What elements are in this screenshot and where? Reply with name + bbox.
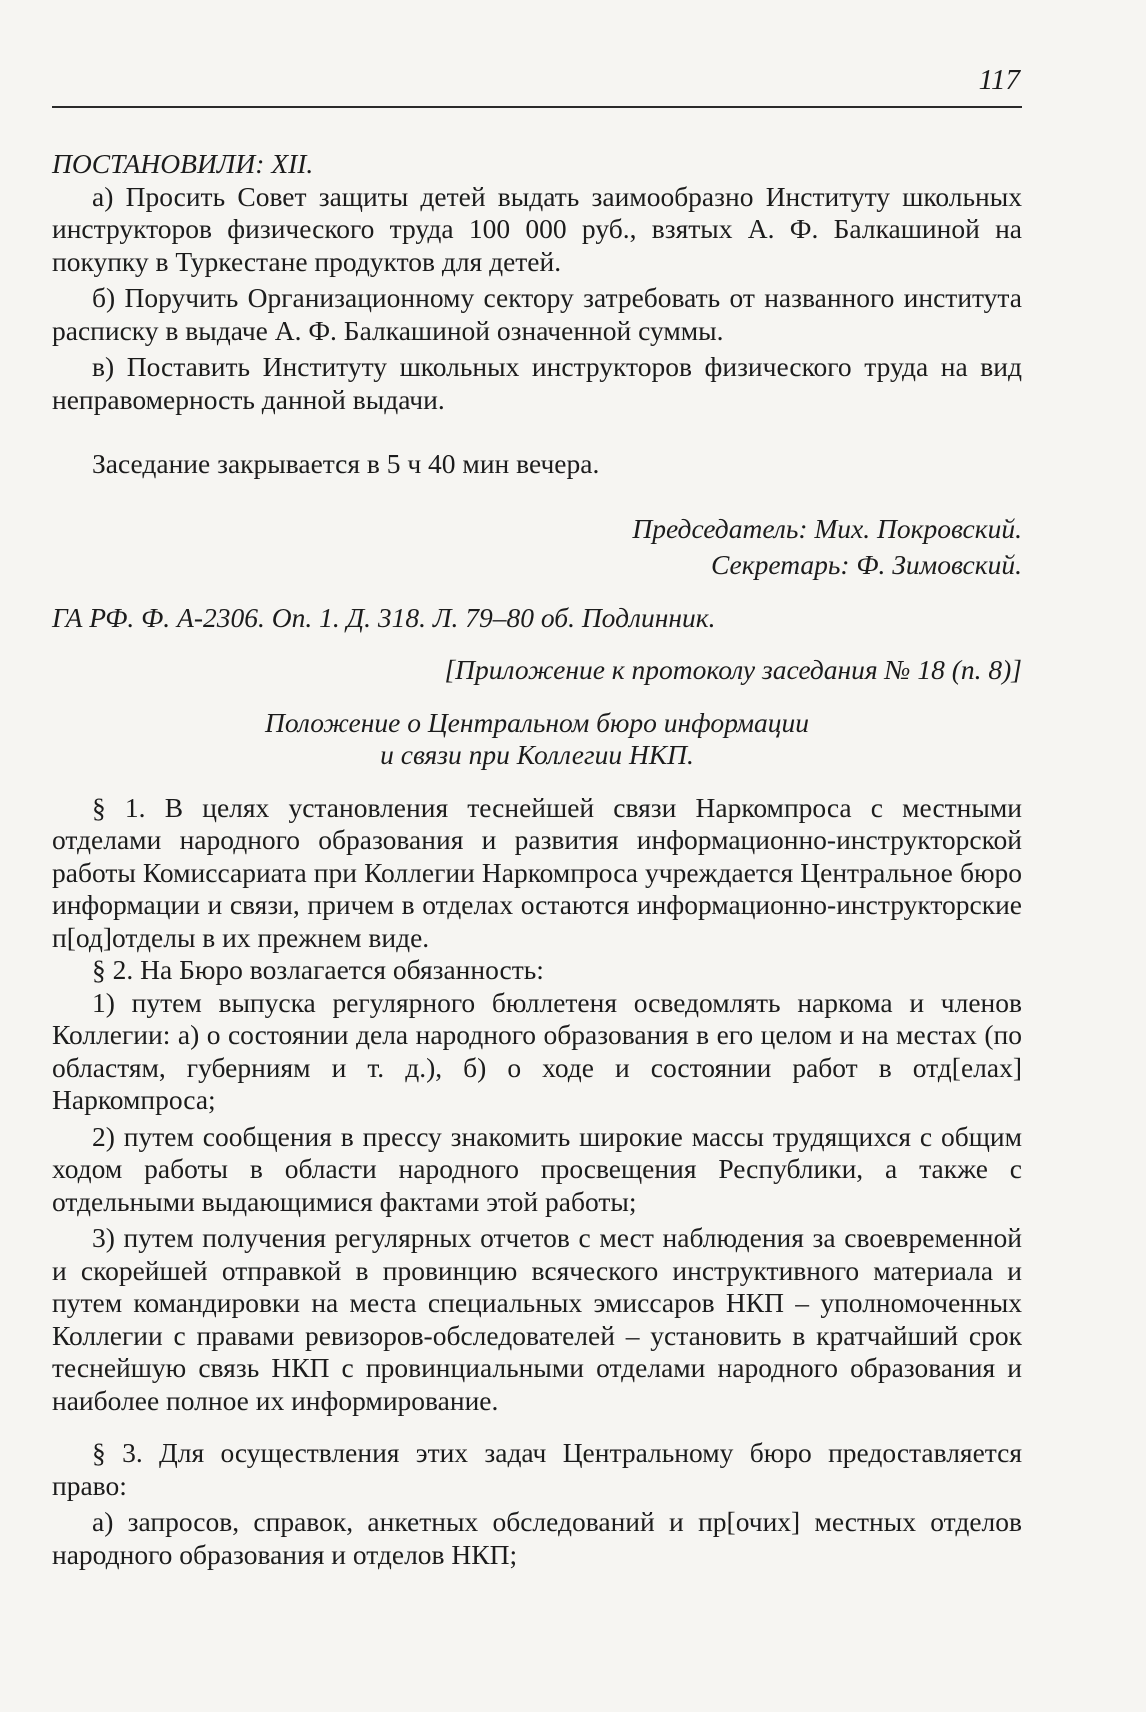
page-content	[52, 148, 1022, 1571]
secretary-signature: Секретарь: Ф. Зимовский.	[711, 549, 1022, 580]
appendix-note: [Приложение к протоколу заседания № 18 (п. 8)]	[444, 654, 1022, 685]
regulation-title-line-1: Положение о Центральном бюро информации	[264, 706, 809, 738]
archive-reference: ГА РФ. Ф. А-2306. Оп. 1. Д. 318. Л. 79–80 об. Подлинник.	[52, 601, 716, 633]
regulation-clause-1: 1) путем выпуска регулярного бюллетеня осведомлять наркома и членов Коллегии: а) о состоянии дела народного образования в его целом и на местах (по областям, губерниям и т. д.), б) о ходе и состоянии работ в отд[елах] Наркомпроса;	[52, 986, 1022, 1115]
chairman-signature: Председатель: Мих. Покровский.	[632, 512, 1022, 544]
regulation-paragraph-3: § 3. Для осуществления этих задач Центральному бюро предоставляется право:	[52, 1437, 1022, 1501]
session-closing: Заседание закрывается в 5 ч 40 мин вечера.	[92, 448, 600, 479]
regulation-clause-2: 2) путем сообщения в прессу знакомить широкие массы трудящихся с общим ходом работы в области народного просвещения Республики, а также с отдельными выдающимися фактами этой работы;	[52, 1120, 1022, 1217]
regulation-clause-a: а) запросов, справок, анкетных обследований и пр[очих] местных отделов народного образования и отделов НКП;	[52, 1506, 1022, 1570]
page-header	[52, 52, 1022, 108]
decision-item-c: в) Поставить Институту школьных инструкторов физического труда на вид неправомерность данной выдачи.	[52, 351, 1022, 415]
decision-item-a: а) Просить Совет защиты детей выдать заимообразно Институту школьных инструкторов физического труда 100 000 руб., взятых А. Ф. Балкашиной на покупку в Туркестане продуктов для детей.	[52, 180, 1022, 277]
document-page	[52, 52, 1022, 1571]
decision-title: ПОСТАНОВИЛИ: XII.	[52, 148, 314, 179]
regulation-paragraph-2: § 2. На Бюро возлагается обязанность:	[92, 954, 544, 985]
regulation-paragraph-1: § 1. В целях установления теснейшей связи Наркомпроса с местными отделами народного образования и развития информационно-инструкторской работы Комиссариата при Коллегии Наркомпроса учреждается Центральное бюро информации и связи, причем в отделах остаются информационно-инструкторские п[од]отделы в их прежнем виде.	[52, 791, 1022, 953]
regulation-title-line-2: и связи при Коллегии НКП.	[380, 739, 694, 770]
page-number: 117	[978, 64, 1020, 96]
decision-item-b: б) Поручить Организационному сектору затребовать от названного института расписку в выдаче А. Ф. Балкашиной означенной суммы.	[52, 282, 1022, 346]
regulation-clause-3: 3) путем получения регулярных отчетов с мест наблюдения за своевременной и скорейшей отправкой в провинцию всяческого инструктивного материала и путем командировки на места специальных эмиссаров НКП – уполномоченных Коллегии с правами ревизоров-обследователей – установить в кратчайший срок теснейшую связь НКП с провинциальными отделами народного образования и наиболее полное их информирование.	[52, 1222, 1022, 1416]
